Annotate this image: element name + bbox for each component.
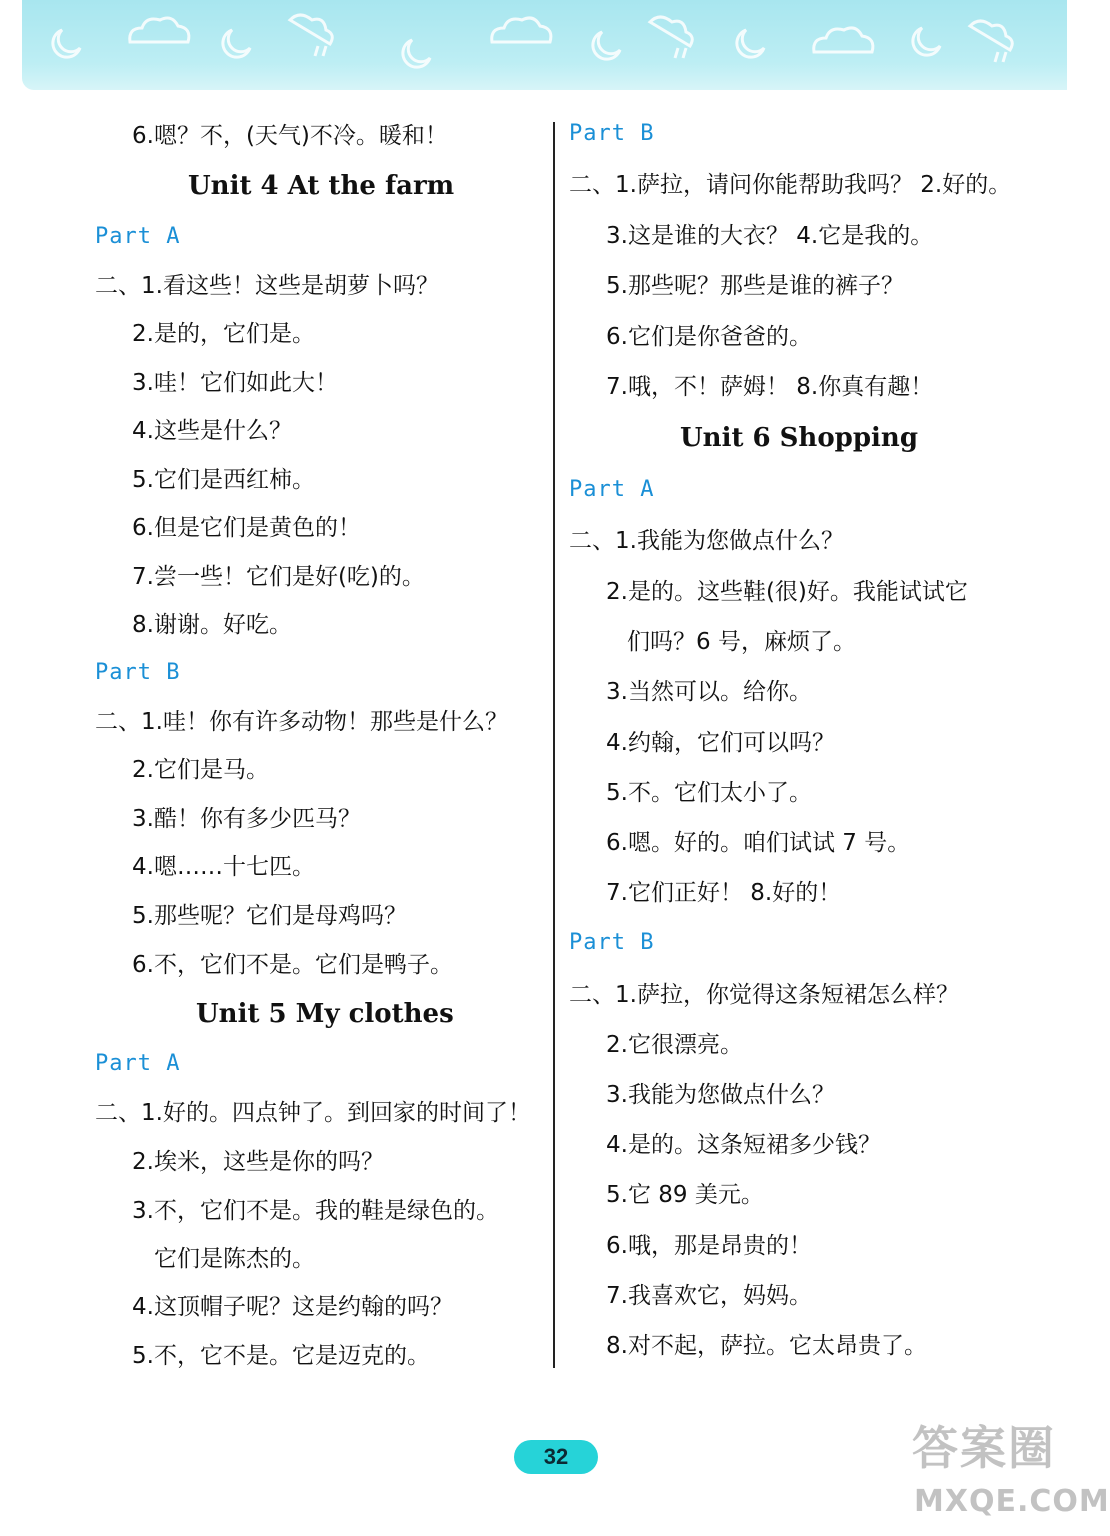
part-b-label: Part B [569,930,655,955]
answer-line: 4.这顶帽子呢？这是约翰的吗？ [132,1294,453,1320]
cloud-icon [130,18,189,42]
answer-line: 5.那些呢？那些是谁的裤子？ [606,273,904,299]
banner-decoration [22,0,1067,90]
answer-line: 二、1.看这些！这些是胡萝卜吗？ [95,273,439,299]
answer-line: 4.这些是什么？ [132,418,292,444]
cloud-icon [492,18,551,42]
answer-line: 2.是的，它们是。 [132,321,315,347]
answer-line: 2.它很漂亮。 [606,1032,743,1058]
answer-line: 3.当然可以。给你。 [606,679,812,705]
answer-line: 3.不，它们不是。我的鞋是绿色的。 [132,1198,499,1224]
cloud-rain-icon [970,21,1012,50]
moon-icon [913,28,940,55]
part-a-label: Part A [569,477,655,502]
answer-line: 3.这是谁的大衣？ 4.它是我的。 [606,223,934,249]
part-b-label: Part B [95,660,181,685]
answer-line: 二、1.萨拉，请问你能帮助我吗？ 2.好的。 [569,172,1012,198]
moon-icon [53,30,80,57]
answer-line: 5.不。它们太小了。 [606,780,812,806]
cloud-rain-icon [650,17,692,46]
answer-line: 2.是的。这些鞋(很)好。我能试试它 [606,579,968,605]
moon-icon [593,32,620,59]
answer-line: 5.那些呢？它们是母鸡吗？ [132,903,407,929]
unit-4-heading: Unit 4 At the farm [188,171,455,201]
answer-line: 二、1.我能为您做点什么？ [569,528,844,554]
moon-icon [223,30,250,57]
part-b-label: Part B [569,121,655,146]
answer-line: 二、1.萨拉，你觉得这条短裙怎么样？ [569,982,959,1008]
watermark-top-text: 答案圈 [912,1421,1056,1475]
answer-line: 们吗？6 号，麻烦了。 [627,629,856,655]
answer-line: 3.哇！它们如此大！ [132,370,338,396]
watermark-bottom-text: MXQE.COM [914,1484,1110,1519]
answer-line: 5.不，它不是。它是迈克的。 [132,1343,430,1369]
answer-line: 3.酷！你有多少匹马？ [132,806,361,832]
answer-line: 二、1.好的。四点钟了。到回家的时间了！ [95,1100,531,1126]
answer-line: 4.是的。这条短裙多少钱？ [606,1132,881,1158]
moon-icon [737,30,764,57]
page-number: 32 [514,1440,598,1474]
answer-line: 7.哦，不！萨姆！ 8.你真有趣！ [606,374,934,400]
answer-line: 7.我喜欢它，妈妈。 [606,1283,812,1309]
answer-line: 6.嗯。好的。咱们试试 7 号。 [606,830,911,856]
answer-line: 6.嗯？不，(天气)不冷。暖和！ [132,123,448,149]
answer-line: 6.但是它们是黄色的！ [132,515,361,541]
unit-6-heading: Unit 6 Shopping [680,423,918,453]
answer-line: 8.对不起，萨拉。它太昂贵了。 [606,1333,927,1359]
answer-line: 8.谢谢。好吃。 [132,612,292,638]
answer-line: 二、1.哇！你有许多动物！那些是什么？ [95,709,508,735]
answer-line: 它们是陈杰的。 [154,1246,315,1272]
answer-line: 6.不，它们不是。它们是鸭子。 [132,952,453,978]
answer-line: 2.埃米，这些是你的吗？ [132,1149,384,1175]
answer-line: 7.尝一些！它们是好(吃)的。 [132,564,425,590]
answer-line: 2.它们是马。 [132,757,269,783]
answer-line: 6.哦，那是昂贵的！ [606,1233,812,1259]
cloud-icon [814,28,873,52]
watermark-logo [912,1412,1110,1532]
part-a-label: Part A [95,1051,181,1076]
answer-line: 5.它们是西红柿。 [132,467,315,493]
column-divider [553,122,555,1368]
unit-5-heading: Unit 5 My clothes [196,999,454,1029]
header-banner [22,0,1067,90]
answer-line: 4.约翰，它们可以吗？ [606,730,835,756]
answer-line: 6.它们是你爸爸的。 [606,324,812,350]
moon-icon [403,40,430,67]
answer-line: 3.我能为您做点什么？ [606,1082,835,1108]
answer-line: 5.它 89 美元。 [606,1182,764,1208]
answer-line: 7.它们正好！ 8.好的！ [606,880,842,906]
part-a-label: Part A [95,224,181,249]
cloud-rain-icon [290,15,332,44]
answer-line: 4.嗯……十七匹。 [132,854,315,880]
